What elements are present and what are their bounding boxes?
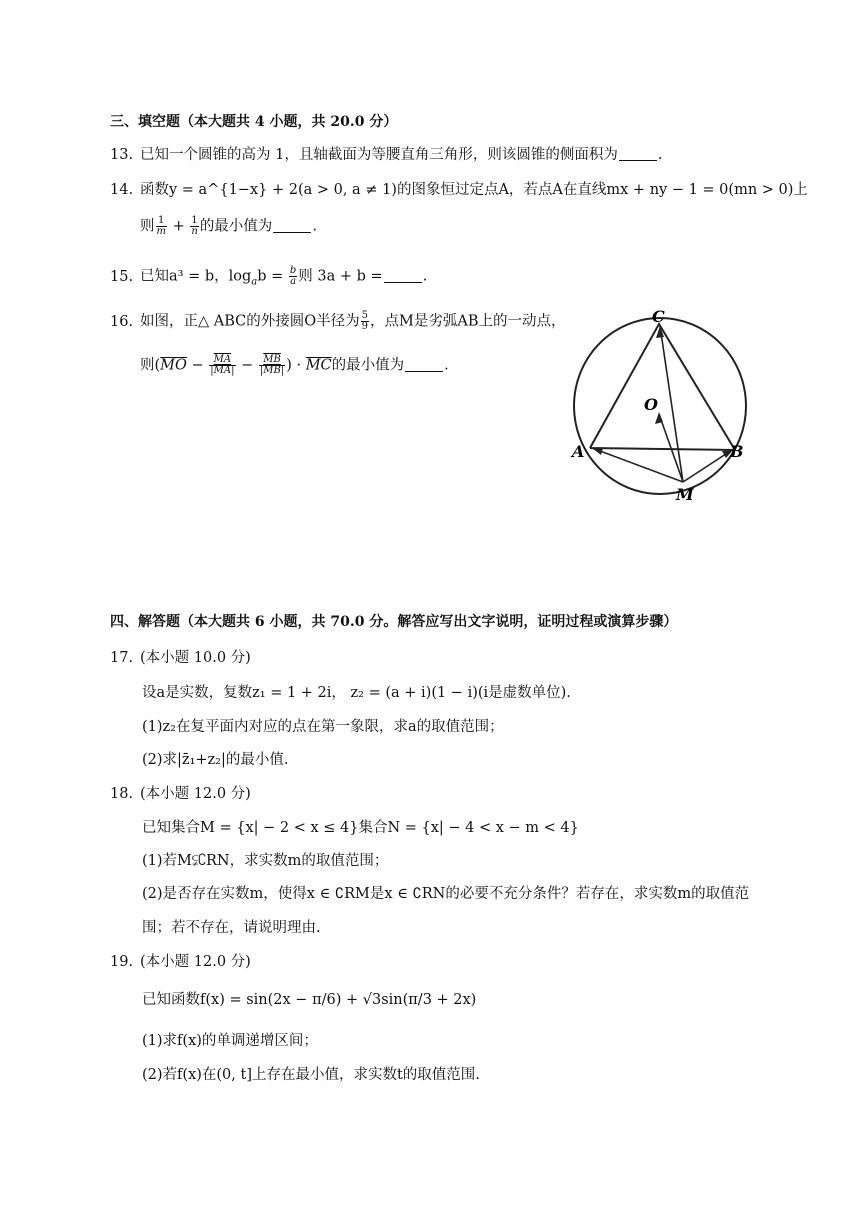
text: 则 3a + b = (298, 268, 383, 285)
question-14-line1 (110, 180, 808, 200)
text: 如图，正△ ABC的外接圆O半径为 (140, 313, 360, 330)
question-15: 15. 已知a³ = b，$\log_ab$ = $\frac{b}{a}$ 则 3a + b = . (110, 265, 428, 288)
question-18-part2a: (2)是否存在实数m，使得x ∈ ∁RM是x ∈ ∁RN的必要不充分条件？若存在，求实数m的取值范 (142, 886, 750, 902)
text: ) · (286, 357, 306, 374)
question-number: 14. (110, 182, 134, 198)
answer-blank (384, 282, 422, 283)
question-score: (本小题 12.0 分) (140, 954, 251, 970)
question-18-part1: (1)若M⫋∁RN，求实数m的取值范围； (142, 853, 389, 869)
text: b = (257, 268, 284, 285)
question-19-header (110, 952, 251, 972)
fraction-1-over-m: $\frac{1}{m}$ (156, 215, 166, 237)
segment-ma (592, 448, 683, 482)
answer-blank (619, 160, 657, 161)
period: . (422, 268, 428, 285)
text: ，点M是劣弧AB上的一动点， (370, 313, 566, 330)
question-19-part2: (2)若f(x)在(0, t]上存在最小值，求实数t的取值范围. (142, 1067, 480, 1083)
text: 则 (140, 218, 155, 235)
text: 的最小值为 (199, 218, 273, 235)
circumcircle (574, 318, 746, 494)
question-17-part1: (1)z₂在复平面内对应的点在第一象限，求a的取值范围； (142, 719, 504, 735)
question-number: 18. (110, 786, 134, 802)
question-16-line2: 则($\overline{MO}$ − $\frac{\overline{MA}}{|\overline{MA}|}$ − $\frac{\overline{MB}}{|\overline{MB}|}$ ) · $\overline{MC}$的最小值为 . (140, 354, 449, 376)
text: 的最小值为 (331, 357, 405, 374)
fraction-ma-unit: $\frac{\overline{MA}}{|\overline{MA}|}$ (210, 354, 235, 376)
question-number: 19. (110, 954, 134, 970)
question-13 (110, 145, 662, 165)
question-18-stem: 已知集合M = {x| − 2 < x ≤ 4}集合N = {x| − 4 < x − m < 4} (142, 820, 579, 836)
question-17-part2: (2)求|z̄₁+z₂|的最小值. (142, 752, 289, 768)
question-16-line1 (110, 311, 566, 332)
section-heading-solutions: 四、解答题（本大题共 6 小题，共 70.0 分。解答应写出文字说明，证明过程或演算步骤） (110, 614, 678, 630)
label-a: A (572, 442, 585, 461)
segment-mc (660, 326, 683, 482)
question-number: 15. (110, 268, 134, 285)
label-c: C (652, 307, 665, 326)
question-number: 16. (110, 313, 134, 330)
period: . (657, 147, 663, 163)
question-17-header (110, 648, 251, 668)
fraction-b-over-a: $\frac{b}{a}$ (289, 265, 297, 287)
label-m: M (676, 485, 694, 504)
period: . (312, 218, 317, 235)
question-number: 17. (110, 650, 134, 666)
question-19-part1: (1)求f(x)的单调递增区间； (142, 1033, 318, 1049)
label-o: O (644, 395, 658, 414)
period: . (444, 357, 449, 374)
question-17-stem: 设a是实数，复数z₁ = 1 + 2i， z₂ = (a + i)(1 − i)(i是虚数单位). (142, 685, 571, 701)
fraction-1-over-n: $\frac{1}{n}$ (191, 215, 198, 237)
section-heading-fill-in: 三、填空题（本大题共 4 小题，共 20.0 分） (110, 114, 398, 130)
arrowhead-a (592, 448, 603, 455)
text: 已知a³ = b，log (140, 268, 252, 285)
question-14-line2: 则 $\frac{1}{m}$ + $\frac{1}{n}$ 的最小值为 . (140, 215, 317, 237)
question-text: 函数y = a^{1−x} + 2(a > 0, a ≠ 1)的图象恒过定点A，若点A在直线mx + ny − 1 = 0(mn > 0)上 (140, 182, 808, 198)
question-18-header (110, 784, 251, 804)
question-score: (本小题 10.0 分) (140, 650, 251, 666)
question-19-stem: 已知函数f(x) = sin(2x − π/6) + √3sin(π/3 + 2x) (142, 992, 477, 1008)
question-text: 已知一个圆锥的高为 1，且轴截面为等腰直角三角形，则该圆锥的侧面积为 (140, 147, 618, 163)
fraction-mb-unit: $\frac{\overline{MB}}{|\overline{MB}|}$ (259, 354, 285, 376)
segment-mo (659, 414, 683, 482)
label-b: B (730, 442, 744, 461)
question-18-part2b: 围；若不存在，请说明理由. (142, 920, 321, 936)
answer-blank (273, 232, 311, 233)
fraction-5-over-9: $\frac{5}{9}$ (361, 310, 369, 332)
question-number: 13. (110, 147, 134, 163)
answer-blank (405, 371, 443, 372)
text: 则( (140, 357, 161, 374)
question-score: (本小题 12.0 分) (140, 786, 251, 802)
circle-triangle-figure (570, 300, 750, 505)
